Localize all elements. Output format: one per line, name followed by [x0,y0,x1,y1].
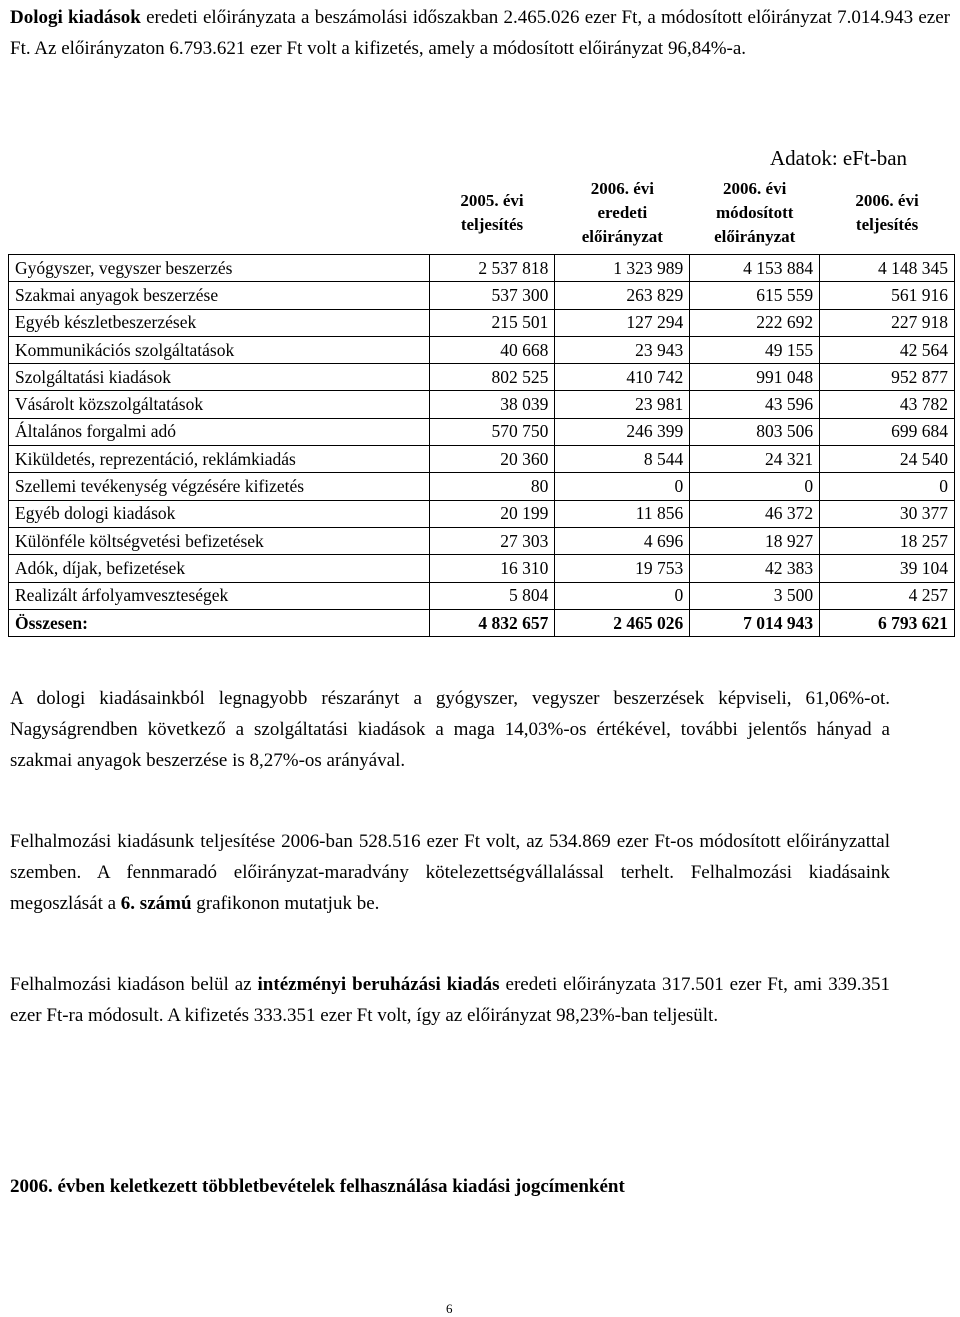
intro-text: eredeti előirányzata a beszámolási időszakban 2.465.026 ezer Ft, a módosított előirányzat 7.014.943 ezer Ft. Az előirányzaton 6.793.621 ezer Ft volt a kifizetés, amely a módosított előirányzat 96,84%-a. [10,7,950,59]
table-row [9,582,955,609]
paragraph-felhalmozasi [10,826,890,919]
header-modositott-line1: 2006. évi [723,179,787,198]
row-value: 39 104 [820,555,955,582]
row-value: 4 696 [555,527,690,554]
row-value: 699 684 [820,418,955,445]
row-value: 49 155 [690,336,820,363]
row-label: Összesen: [9,609,430,636]
row-label: Egyéb dologi kiadások [9,500,430,527]
row-value: 11 856 [555,500,690,527]
row-label: Gyógyszer, vegyszer beszerzés [9,255,430,282]
header-2006-teljesites [820,172,955,255]
row-value: 2 465 026 [555,609,690,636]
table-total-row [9,609,955,636]
row-value: 1 323 989 [555,255,690,282]
row-label: Szellemi tevékenység végzésére kifizetés [9,473,430,500]
row-value: 16 310 [429,555,555,582]
row-value: 23 981 [555,391,690,418]
row-value: 20 360 [429,446,555,473]
row-value: 20 199 [429,500,555,527]
row-value: 43 596 [690,391,820,418]
page-number: 6 [446,1301,453,1316]
row-value: 570 750 [429,418,555,445]
header-2006-modositott [690,172,820,255]
p2-text-a: Felhalmozási kiadásunk teljesítése 2006-ban 528.516 ezer Ft volt, az 534.869 ezer Ft-os módosított előirányzattal szemben. A fennmaradó előirányzat-maradvány kötelezettségvállalással terhelt. Felhalmozási kiadásaink megoszlását a [10,831,890,914]
header-2006-line1: 2006. évi [855,191,919,210]
table-row [9,500,955,527]
p2-bold: 6. számú [120,893,192,914]
header-empty [9,172,430,255]
row-label: Vásárolt közszolgáltatások [9,391,430,418]
table-row [9,446,955,473]
row-value: 215 501 [429,309,555,336]
row-value: 24 321 [690,446,820,473]
header-2006-line2: teljesítés [855,215,919,234]
row-value: 2 537 818 [429,255,555,282]
table-row [9,391,955,418]
units-label: Adatok: eFt-ban [770,146,908,170]
row-value: 27 303 [429,527,555,554]
row-value: 19 753 [555,555,690,582]
table-header-row [9,172,955,255]
row-value: 0 [690,473,820,500]
row-label: Kommunikációs szolgáltatások [9,336,430,363]
row-label: Kiküldetés, reprezentáció, reklámkiadás [9,446,430,473]
row-value: 561 916 [820,282,955,309]
intro-bold: Dologi kiadások [10,7,141,28]
row-value: 615 559 [690,282,820,309]
table-row [9,282,955,309]
row-value: 4 148 345 [820,255,955,282]
header-2005-line1: 2005. évi [460,191,524,210]
row-value: 23 943 [555,336,690,363]
expense-table [8,172,955,637]
row-value: 40 668 [429,336,555,363]
row-value: 38 039 [429,391,555,418]
header-eredeti-line3: előirányzat [581,227,663,246]
table-row [9,336,955,363]
row-value: 263 829 [555,282,690,309]
p3-bold: intézményi beruházási kiadás [257,974,500,995]
table-row [9,555,955,582]
header-eredeti-line1: 2006. évi [590,179,654,198]
paragraph-beruhazasi [10,969,890,1031]
row-value: 127 294 [555,309,690,336]
table-row [9,364,955,391]
row-value: 42 564 [820,336,955,363]
header-2006-eredeti [555,172,690,255]
table-row [9,255,955,282]
p3-text-b: eredeti előirányzata 317.501 ezer Ft, ami 339.351 ezer Ft-ra módosult. A kifizetés 333.351 ezer Ft volt, így az előirányzat 98,23%-ban teljesült. [10,974,890,1026]
row-value: 4 257 [820,582,955,609]
row-value: 80 [429,473,555,500]
header-eredeti-line2: eredeti [597,203,648,222]
row-value: 18 257 [820,527,955,554]
row-value: 803 506 [690,418,820,445]
row-value: 42 383 [690,555,820,582]
row-value: 802 525 [429,364,555,391]
row-value: 246 399 [555,418,690,445]
row-value: 8 544 [555,446,690,473]
row-value: 3 500 [690,582,820,609]
row-value: 18 927 [690,527,820,554]
row-value: 222 692 [690,309,820,336]
row-value: 952 877 [820,364,955,391]
table-row [9,309,955,336]
row-label: Realizált árfolyamveszteségek [9,582,430,609]
row-value: 6 793 621 [820,609,955,636]
header-modositott-line3: előirányzat [714,227,796,246]
table-row [9,418,955,445]
row-value: 46 372 [690,500,820,527]
row-label: Különféle költségvetési befizetések [9,527,430,554]
row-label: Szolgáltatási kiadások [9,364,430,391]
row-label: Általános forgalmi adó [9,418,430,445]
row-value: 410 742 [555,364,690,391]
row-value: 24 540 [820,446,955,473]
row-value: 4 832 657 [429,609,555,636]
row-label: Szakmai anyagok beszerzése [9,282,430,309]
row-value: 0 [555,582,690,609]
table-row [9,473,955,500]
row-value: 7 014 943 [690,609,820,636]
intro-paragraph [10,2,950,64]
p2-text-b: grafikonon mutatjuk be. [191,893,380,914]
table-row [9,527,955,554]
row-label: Egyéb készletbeszerzések [9,309,430,336]
row-value: 30 377 [820,500,955,527]
row-value: 537 300 [429,282,555,309]
header-2005-teljesites [429,172,555,255]
header-modositott-line2: módosított [715,203,794,222]
row-value: 991 048 [690,364,820,391]
row-value: 5 804 [429,582,555,609]
row-value: 43 782 [820,391,955,418]
row-value: 0 [820,473,955,500]
row-value: 227 918 [820,309,955,336]
header-2005-line2: teljesítés [460,215,524,234]
p3-text-a: Felhalmozási kiadáson belül az [10,974,258,995]
section-heading: 2006. évben keletkezett többletbevételek felhasználása kiadási jogcímenként [10,1176,625,1197]
row-label: Adók, díjak, befizetések [9,555,430,582]
paragraph-dologi: A dologi kiadásainkból legnagyobb részarányt a gyógyszer, vegyszer beszerzések képviseli, 61,06%-ot. Nagyságrendben következő a szolgáltatási kiadások a maga 14,03%-os értékével, további jelentős hányad a szakmai anyagok beszerzése is 8,27%-os arányával. [10,688,890,771]
row-value: 0 [555,473,690,500]
row-value: 4 153 884 [690,255,820,282]
